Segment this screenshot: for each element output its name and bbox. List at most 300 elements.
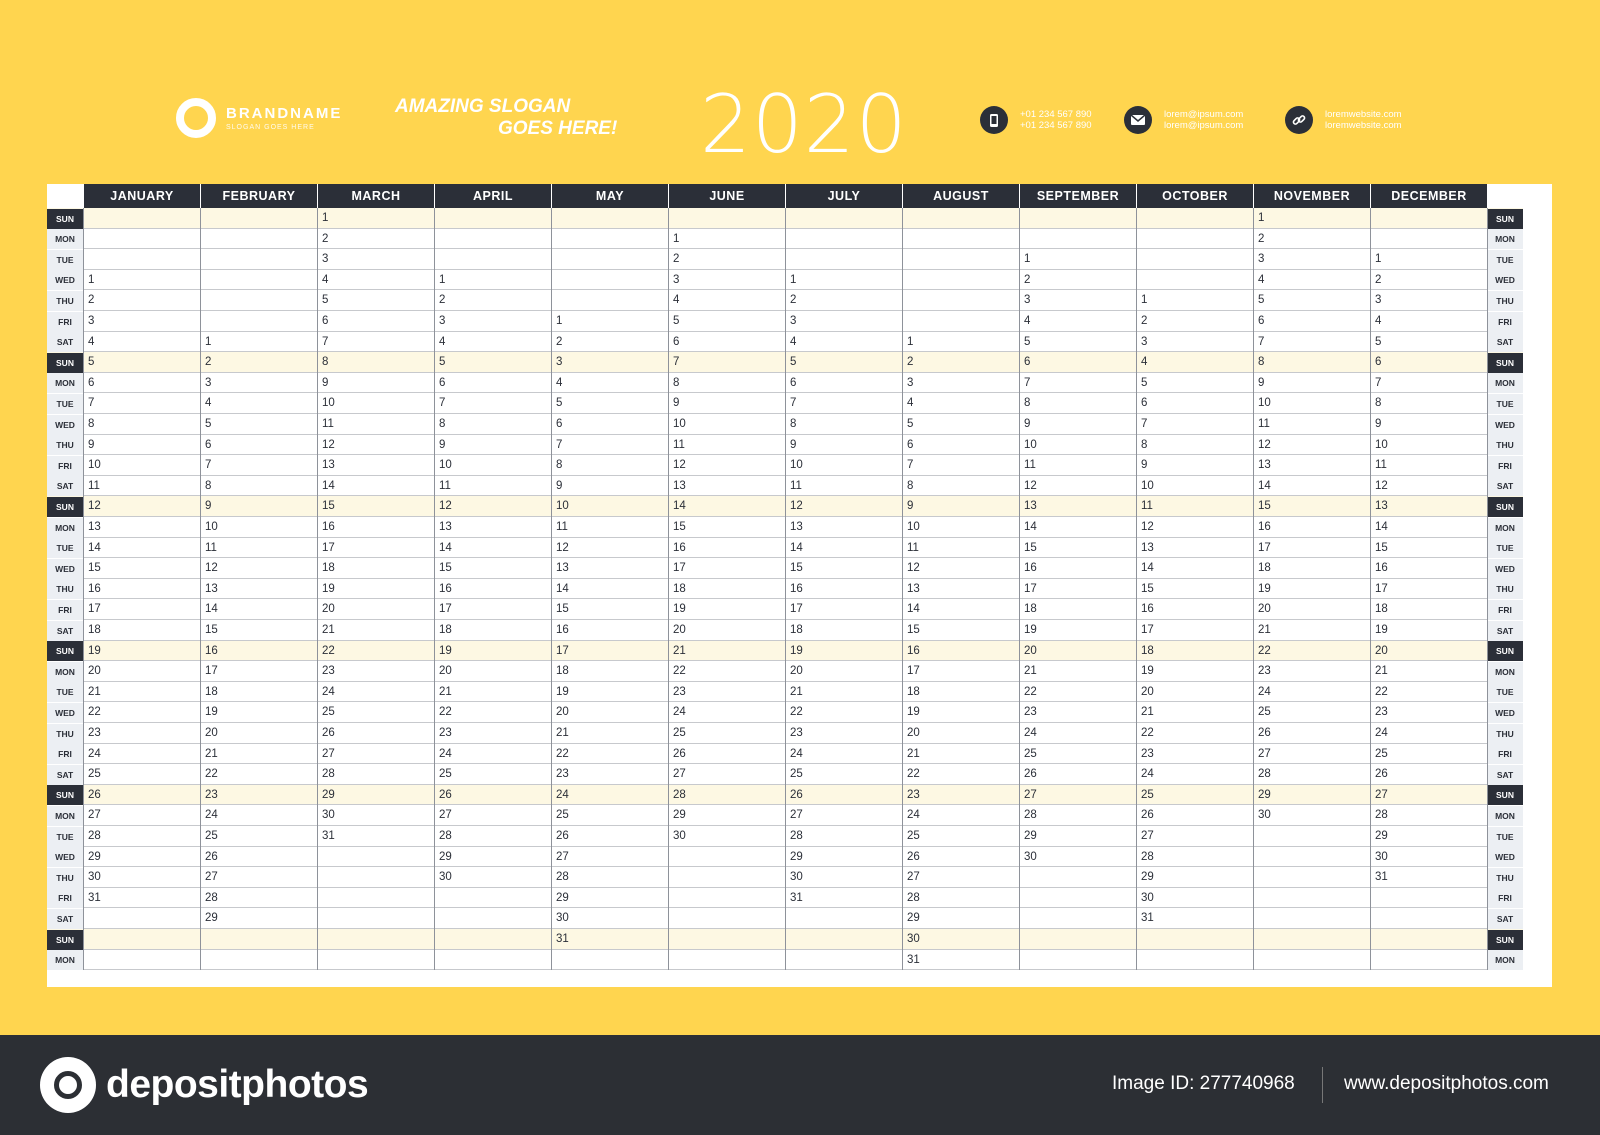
day-number: 31 xyxy=(322,830,335,842)
brand-name: BRANDNAME xyxy=(226,105,343,122)
day-number: 12 xyxy=(322,438,335,451)
day-number: 5 xyxy=(790,356,797,369)
day-number: 23 xyxy=(322,665,335,678)
day-number: 4 xyxy=(907,397,914,410)
day-number: 18 xyxy=(673,582,686,595)
day-number: 15 xyxy=(439,562,452,575)
footer-divider xyxy=(1322,1067,1323,1103)
day-number: 10 xyxy=(1024,438,1037,451)
day-number: 10 xyxy=(556,500,569,513)
weekday-label-left: FRI xyxy=(47,600,83,620)
day-number: 7 xyxy=(322,335,329,348)
weekday-label-right: SUN xyxy=(1487,497,1523,517)
day-number: 28 xyxy=(322,768,335,781)
day-number: 23 xyxy=(1258,665,1271,678)
weekday-label-right: MON xyxy=(1487,806,1523,826)
day-number: 2 xyxy=(790,294,797,307)
day-number: 19 xyxy=(322,582,335,595)
day-number: 23 xyxy=(907,788,920,801)
day-number: 6 xyxy=(1258,315,1265,327)
day-number: 26 xyxy=(88,788,101,801)
day-number: 31 xyxy=(907,953,920,966)
day-number: 13 xyxy=(556,562,569,575)
day-number: 1 xyxy=(556,315,563,327)
day-number: 17 xyxy=(556,644,569,657)
weekday-label-right: MON xyxy=(1487,229,1523,249)
weekday-label-left: SAT xyxy=(47,621,83,641)
day-number: 14 xyxy=(1024,521,1037,533)
day-number: 8 xyxy=(88,418,95,430)
day-number: 10 xyxy=(439,459,452,472)
day-number: 14 xyxy=(439,541,452,554)
day-number: 23 xyxy=(1141,747,1154,760)
weekday-label-left: SAT xyxy=(47,765,83,785)
day-number: 16 xyxy=(1258,521,1271,533)
day-number: 20 xyxy=(907,727,920,739)
day-number: 1 xyxy=(907,335,914,348)
day-number: 13 xyxy=(439,521,452,533)
weekday-label-right: SAT xyxy=(1487,332,1523,352)
day-number: 13 xyxy=(88,521,101,533)
day-number: 3 xyxy=(1024,294,1031,307)
day-number: 16 xyxy=(1024,562,1037,575)
day-number: 3 xyxy=(88,315,95,327)
day-number: 9 xyxy=(1258,376,1265,389)
phone-number-1: +01 234 567 890 xyxy=(1020,109,1092,120)
day-number: 5 xyxy=(1024,335,1031,348)
slogan-line-2: GOES HERE! xyxy=(498,118,618,139)
day-number: 29 xyxy=(907,912,920,925)
day-number: 8 xyxy=(205,479,212,492)
day-number: 27 xyxy=(439,809,452,822)
day-number: 31 xyxy=(88,891,101,904)
day-number: 21 xyxy=(1375,665,1388,678)
day-number: 23 xyxy=(1375,706,1388,719)
month-header: MARCH xyxy=(317,184,434,208)
day-number: 8 xyxy=(1024,397,1031,410)
camera-icon xyxy=(40,1057,96,1113)
day-number: 6 xyxy=(556,418,563,430)
day-number: 12 xyxy=(790,500,803,513)
day-number: 15 xyxy=(907,624,920,636)
day-number: 9 xyxy=(556,479,563,492)
day-number: 2 xyxy=(1375,273,1382,286)
day-number: 28 xyxy=(1375,809,1388,822)
day-number: 30 xyxy=(322,809,335,822)
day-number: 24 xyxy=(907,809,920,822)
day-number: 16 xyxy=(907,644,920,657)
month-header: JANUARY xyxy=(83,184,200,208)
day-number: 19 xyxy=(556,685,569,698)
day-number: 15 xyxy=(1258,500,1271,513)
day-number: 20 xyxy=(88,665,101,678)
day-number: 3 xyxy=(556,356,563,369)
weekday-label-left: WED xyxy=(47,559,83,579)
day-number: 25 xyxy=(907,830,920,842)
day-number: 6 xyxy=(322,315,329,327)
day-number: 28 xyxy=(1024,809,1037,822)
day-number: 3 xyxy=(439,315,446,327)
day-number: 16 xyxy=(322,521,335,533)
day-number: 8 xyxy=(790,418,797,430)
weekday-label-left: TUE xyxy=(47,827,83,847)
day-number: 6 xyxy=(790,376,797,389)
day-number: 20 xyxy=(439,665,452,678)
day-number: 26 xyxy=(907,850,920,863)
weekday-label-right: WED xyxy=(1487,270,1523,290)
footer-website: www.depositphotos.com xyxy=(1344,1073,1549,1094)
day-number: 5 xyxy=(673,315,680,327)
day-number: 23 xyxy=(673,685,686,698)
slogan xyxy=(395,96,617,140)
weekday-label-right: SAT xyxy=(1487,765,1523,785)
day-number: 18 xyxy=(1024,603,1037,616)
day-number: 8 xyxy=(1375,397,1382,410)
day-number: 13 xyxy=(1024,500,1037,513)
day-number: 12 xyxy=(673,459,686,472)
day-number: 14 xyxy=(1375,521,1388,533)
day-number: 15 xyxy=(205,624,218,636)
day-number: 22 xyxy=(88,706,101,719)
day-number: 6 xyxy=(1141,397,1148,410)
month-header: NOVEMBER xyxy=(1253,184,1370,208)
brand-logo xyxy=(176,98,342,138)
day-number: 1 xyxy=(1375,253,1382,266)
mail-icon xyxy=(1124,106,1152,134)
website-2: loremwebsite.com xyxy=(1325,120,1402,131)
day-number: 8 xyxy=(322,356,329,369)
weekday-label-left: SUN xyxy=(47,209,83,229)
weekday-label-right: SAT xyxy=(1487,476,1523,496)
day-number: 30 xyxy=(1258,809,1271,822)
day-number: 1 xyxy=(1141,294,1148,307)
weekday-label-left: TUE xyxy=(47,250,83,270)
weekday-label-right: THU xyxy=(1487,724,1523,744)
month-header: AUGUST xyxy=(902,184,1019,208)
day-number: 21 xyxy=(1258,624,1271,636)
day-number: 21 xyxy=(556,727,569,739)
day-number: 12 xyxy=(1141,521,1154,533)
weekday-label-right: SUN xyxy=(1487,353,1523,373)
day-number: 11 xyxy=(1141,500,1153,513)
contact-phone xyxy=(980,106,1092,134)
day-number: 8 xyxy=(673,376,680,389)
day-number: 30 xyxy=(88,871,101,884)
day-number: 31 xyxy=(556,933,569,945)
day-number: 27 xyxy=(1375,788,1388,801)
weekday-label-left: MON xyxy=(47,229,83,249)
day-number: 7 xyxy=(673,356,680,369)
weekday-label-right: THU xyxy=(1487,435,1523,455)
weekday-label-left: WED xyxy=(47,415,83,435)
day-number: 23 xyxy=(205,788,218,801)
day-number: 14 xyxy=(322,479,335,492)
calendar-header xyxy=(0,0,1600,180)
day-number: 5 xyxy=(1141,376,1148,389)
brand-subtitle: SLOGAN GOES HERE xyxy=(226,124,315,131)
weekday-label-left: THU xyxy=(47,435,83,455)
day-number: 12 xyxy=(205,562,218,575)
day-number: 20 xyxy=(1258,603,1271,616)
day-number: 9 xyxy=(88,438,95,451)
day-number: 2 xyxy=(322,232,329,245)
day-number: 21 xyxy=(673,644,686,657)
day-number: 5 xyxy=(1375,335,1382,348)
day-number: 25 xyxy=(1141,788,1154,801)
day-number: 3 xyxy=(322,253,329,266)
day-number: 12 xyxy=(1024,479,1037,492)
day-number: 2 xyxy=(1141,315,1148,327)
day-number: 4 xyxy=(322,273,329,286)
day-number: 4 xyxy=(1024,315,1031,327)
day-number: 19 xyxy=(1024,624,1037,636)
day-number: 30 xyxy=(439,871,452,884)
day-number: 13 xyxy=(1141,541,1154,554)
day-number: 28 xyxy=(673,788,686,801)
month-header: SEPTEMBER xyxy=(1019,184,1136,208)
day-number: 4 xyxy=(556,376,563,389)
weekday-label-right: WED xyxy=(1487,703,1523,723)
day-number: 11 xyxy=(1375,459,1387,472)
day-number: 4 xyxy=(439,335,446,348)
day-number: 10 xyxy=(205,521,218,533)
day-number: 19 xyxy=(790,644,803,657)
day-number: 30 xyxy=(673,830,686,842)
day-number: 17 xyxy=(1375,582,1388,595)
day-number: 15 xyxy=(790,562,803,575)
day-number: 3 xyxy=(205,376,212,389)
day-number: 3 xyxy=(907,376,914,389)
day-number: 30 xyxy=(790,871,803,884)
day-number: 19 xyxy=(907,706,920,719)
weekday-label-right: MON xyxy=(1487,518,1523,538)
day-number: 5 xyxy=(88,356,95,369)
day-number: 19 xyxy=(1141,665,1154,678)
day-number: 10 xyxy=(673,418,686,430)
day-number: 12 xyxy=(88,500,101,513)
day-number: 1 xyxy=(1258,212,1265,224)
day-number: 25 xyxy=(556,809,569,822)
day-number: 26 xyxy=(673,747,686,760)
day-number: 9 xyxy=(1141,459,1148,472)
day-number: 27 xyxy=(205,871,218,884)
day-number: 3 xyxy=(673,273,680,286)
day-number: 4 xyxy=(88,335,95,348)
day-number: 9 xyxy=(1375,418,1382,430)
day-number: 30 xyxy=(1024,850,1037,863)
weekday-label-right: MON xyxy=(1487,950,1523,970)
day-number: 1 xyxy=(88,273,95,286)
day-number: 26 xyxy=(790,788,803,801)
day-number: 22 xyxy=(439,706,452,719)
day-number: 11 xyxy=(1024,459,1036,472)
day-number: 13 xyxy=(673,479,686,492)
day-number: 31 xyxy=(1141,912,1154,925)
day-number: 6 xyxy=(1024,356,1031,369)
weekday-label-left: FRI xyxy=(47,888,83,908)
day-number: 25 xyxy=(322,706,335,719)
day-number: 11 xyxy=(673,438,685,451)
day-number: 15 xyxy=(1375,541,1388,554)
day-number: 17 xyxy=(88,603,101,616)
day-number: 19 xyxy=(1375,624,1388,636)
day-number: 19 xyxy=(88,644,101,657)
day-number: 11 xyxy=(556,521,568,533)
day-number: 29 xyxy=(205,912,218,925)
day-number: 1 xyxy=(1024,253,1031,266)
day-number: 16 xyxy=(439,582,452,595)
day-number: 14 xyxy=(88,541,101,554)
day-number: 18 xyxy=(205,685,218,698)
weekday-label-left: TUE xyxy=(47,538,83,558)
day-number: 29 xyxy=(88,850,101,863)
month-header: OCTOBER xyxy=(1136,184,1253,208)
month-header: FEBRUARY xyxy=(200,184,317,208)
day-number: 17 xyxy=(322,541,335,554)
weekday-label-right: SAT xyxy=(1487,909,1523,929)
day-number: 29 xyxy=(790,850,803,863)
weekday-label-left: FRI xyxy=(47,456,83,476)
day-number: 17 xyxy=(1258,541,1271,554)
day-number: 17 xyxy=(439,603,452,616)
day-number: 10 xyxy=(790,459,803,472)
day-number: 18 xyxy=(556,665,569,678)
day-number: 25 xyxy=(1258,706,1271,719)
day-number: 5 xyxy=(907,418,914,430)
weekday-label-right: FRI xyxy=(1487,312,1523,332)
contact-website xyxy=(1285,106,1402,134)
weekday-label-right: FRI xyxy=(1487,456,1523,476)
day-number: 31 xyxy=(790,891,803,904)
day-number: 4 xyxy=(205,397,212,410)
day-number: 31 xyxy=(1375,871,1388,884)
day-number: 7 xyxy=(790,397,797,410)
day-number: 14 xyxy=(205,603,218,616)
day-number: 15 xyxy=(1141,582,1154,595)
day-number: 20 xyxy=(1375,644,1388,657)
weekday-label-left: MON xyxy=(47,806,83,826)
day-number: 28 xyxy=(439,830,452,842)
weekday-label-left: MON xyxy=(47,662,83,682)
day-number: 30 xyxy=(1375,850,1388,863)
weekday-label-left: SUN xyxy=(47,497,83,517)
day-number: 19 xyxy=(1258,582,1271,595)
weekday-label-left: MON xyxy=(47,373,83,393)
day-number: 12 xyxy=(1375,479,1388,492)
day-number: 24 xyxy=(88,747,101,760)
month-header: DECEMBER xyxy=(1370,184,1487,208)
day-number: 20 xyxy=(205,727,218,739)
day-number: 11 xyxy=(88,479,100,492)
day-number: 12 xyxy=(907,562,920,575)
day-number: 20 xyxy=(1024,644,1037,657)
day-number: 6 xyxy=(907,438,914,451)
day-number: 5 xyxy=(322,294,329,307)
day-number: 28 xyxy=(790,830,803,842)
weekday-label-right: MON xyxy=(1487,662,1523,682)
day-number: 24 xyxy=(790,747,803,760)
day-number: 23 xyxy=(439,727,452,739)
day-number: 29 xyxy=(1024,830,1037,842)
day-number: 14 xyxy=(1141,562,1154,575)
day-number: 17 xyxy=(1024,582,1037,595)
day-number: 9 xyxy=(1024,418,1031,430)
day-number: 25 xyxy=(88,768,101,781)
day-number: 6 xyxy=(1375,356,1382,369)
day-number: 4 xyxy=(1141,356,1148,369)
day-number: 13 xyxy=(907,582,920,595)
day-number: 22 xyxy=(790,706,803,719)
day-number: 24 xyxy=(1024,727,1037,739)
day-number: 20 xyxy=(322,603,335,616)
day-number: 27 xyxy=(88,809,101,822)
phone-icon xyxy=(980,106,1008,134)
day-number: 24 xyxy=(322,685,335,698)
day-number: 2 xyxy=(556,335,563,348)
day-number: 27 xyxy=(907,871,920,884)
day-number: 24 xyxy=(1258,685,1271,698)
day-number: 28 xyxy=(88,830,101,842)
footer-logo xyxy=(40,1057,368,1113)
day-number: 16 xyxy=(1375,562,1388,575)
weekday-label-left: SAT xyxy=(47,476,83,496)
email-2: lorem@ipsum.com xyxy=(1164,120,1244,131)
day-number: 13 xyxy=(322,459,335,472)
day-number: 10 xyxy=(1141,479,1154,492)
email-1: lorem@ipsum.com xyxy=(1164,109,1244,120)
day-number: 7 xyxy=(439,397,446,410)
day-number: 14 xyxy=(556,582,569,595)
contact-email xyxy=(1124,106,1243,134)
day-number: 26 xyxy=(1258,727,1271,739)
day-number: 24 xyxy=(556,788,569,801)
day-number: 4 xyxy=(673,294,680,307)
month-header: MAY xyxy=(551,184,668,208)
day-number: 18 xyxy=(1375,603,1388,616)
day-number: 9 xyxy=(205,500,212,513)
weekday-label-right: TUE xyxy=(1487,250,1523,270)
day-number: 16 xyxy=(88,582,101,595)
day-number: 20 xyxy=(673,624,686,636)
day-number: 24 xyxy=(439,747,452,760)
day-number: 6 xyxy=(673,335,680,348)
day-number: 18 xyxy=(790,624,803,636)
day-number: 9 xyxy=(790,438,797,451)
day-number: 14 xyxy=(673,500,686,513)
weekday-label-right: MON xyxy=(1487,373,1523,393)
day-number: 9 xyxy=(907,500,914,513)
day-number: 1 xyxy=(439,273,446,286)
day-number: 27 xyxy=(673,768,686,781)
weekday-label-right: SAT xyxy=(1487,621,1523,641)
day-number: 21 xyxy=(907,747,920,760)
weekday-label-left: TUE xyxy=(47,682,83,702)
day-number: 8 xyxy=(907,479,914,492)
day-number: 5 xyxy=(556,397,563,410)
day-number: 11 xyxy=(205,541,217,554)
day-number: 25 xyxy=(439,768,452,781)
day-number: 16 xyxy=(556,624,569,636)
day-number: 22 xyxy=(1258,644,1271,657)
day-number: 15 xyxy=(673,521,686,533)
day-number: 28 xyxy=(907,891,920,904)
day-number: 20 xyxy=(1141,685,1154,698)
day-number: 7 xyxy=(1258,335,1265,348)
day-number: 23 xyxy=(556,768,569,781)
day-number: 15 xyxy=(88,562,101,575)
footer-bar xyxy=(0,1035,1600,1135)
day-number: 21 xyxy=(1024,665,1037,678)
